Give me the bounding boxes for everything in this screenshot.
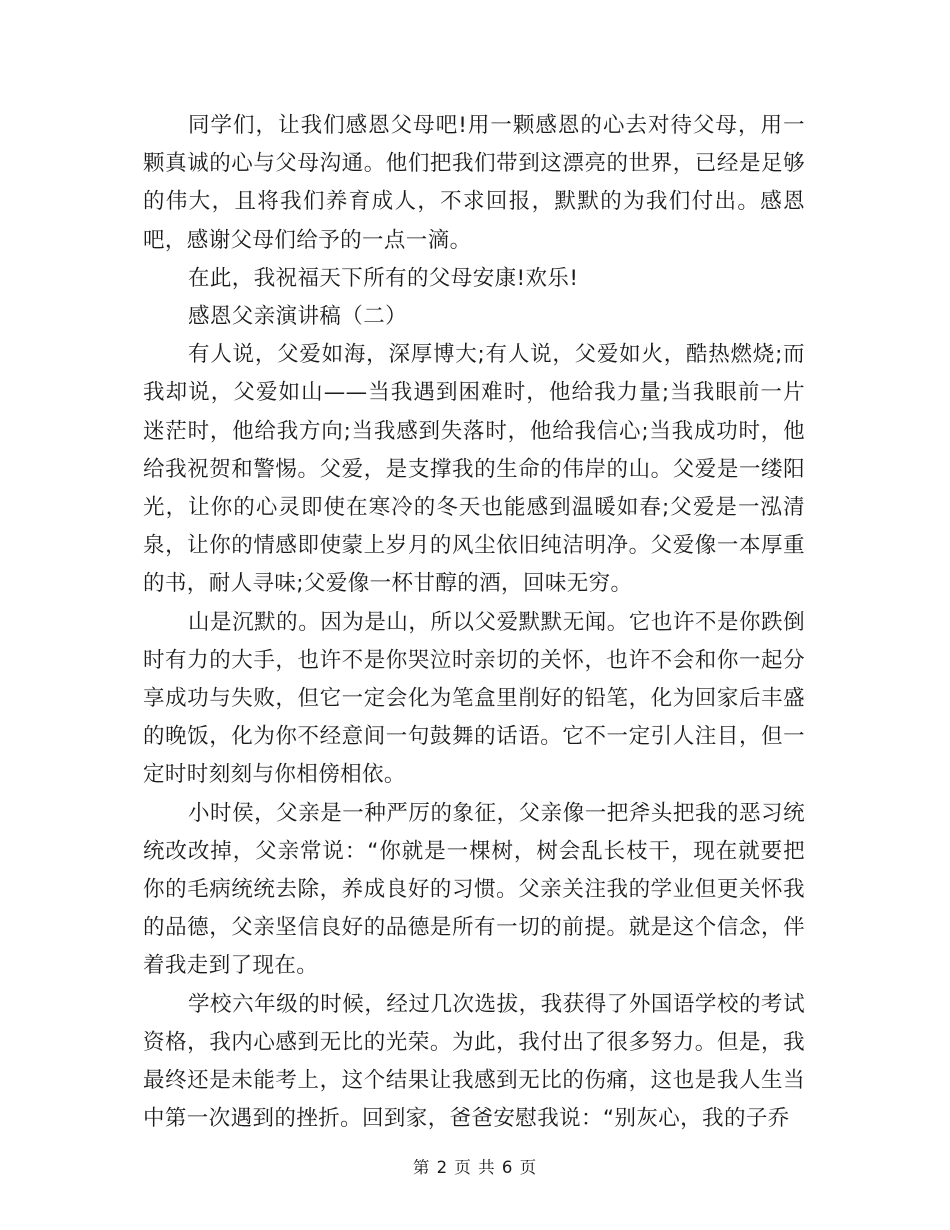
paragraph-3: 有人说，父爱如海，深厚博大;有人说，父爱如火，酷热燃烧;而我却说，父爱如山——当我遇到困难时，他给我力量;当我眼前一片迷茫时，他给我方向;当我感到失落时，他给我信心;当我成功时，他给我祝贺和警惕。父爱，是支撑我的生命的伟岸的山。父爱是一缕阳光，让你的心灵即使在寒冷的冬天也能感到温暖如春;父爱是一泓清泉，让你的情感即使蒙上岁月的风尘依旧纯洁明净。父爱像一本厚重的书，耐人寻味;父爱像一杯甘醇的酒，回味无穷。: [143, 342, 805, 597]
paragraph-6: 学校六年级的时候，经过几次选拔，我获得了外国语学校的考试资格，我内心感到无比的光荣。为此，我付出了很多努力。但是，我最终还是未能考上，这个结果让我感到无比的伤痛，这也是我人生当中第一次遇到的挫折。回到家，爸爸安慰我说：“别灰心，我的子乔: [143, 991, 805, 1132]
document-body: [143, 107, 805, 1138]
paragraph-1: 同学们，让我们感恩父母吧!用一颗感恩的心去对待父母，用一颗真诚的心与父母沟通。他们把我们带到这漂亮的世界，已经是足够的伟大，且将我们养育成人，不求回报，默默的为我们付出。感恩吧，感谢父母们给予的一点一滴。: [143, 113, 805, 253]
paragraph-4: 山是沉默的。因为是山，所以父爱默默无闻。它也许不是你跌倒时有力的大手，也许不是你哭泣时亲切的关怀，也许不会和你一起分享成功与失败，但它一定会化为笔盒里削好的铅笔，化为回家后丰盛的晚饭，化为你不经意间一句鼓舞的话语。它不一定引人注目，但一定时时刻刻与你相傍相依。: [143, 609, 805, 788]
paragraph-5: 小时侯，父亲是一种严厉的象征，父亲像一把斧头把我的恶习统统改改掉，父亲常说：“你就是一棵树，树会乱长枝干，现在就要把你的毛病统统去除，养成良好的习惯。父亲关注我的学业但更关怀我的品德，父亲坚信良好的品德是所有一切的前提。就是这个信念，伴着我走到了现在。: [143, 800, 805, 979]
section-heading: 感恩父亲演讲稿（二）: [188, 304, 408, 330]
page-number-footer: 第 2 页 共 6 页: [412, 1158, 538, 1177]
paragraph-2: 在此，我祝福天下所有的父母安康!欢乐!: [188, 265, 579, 291]
